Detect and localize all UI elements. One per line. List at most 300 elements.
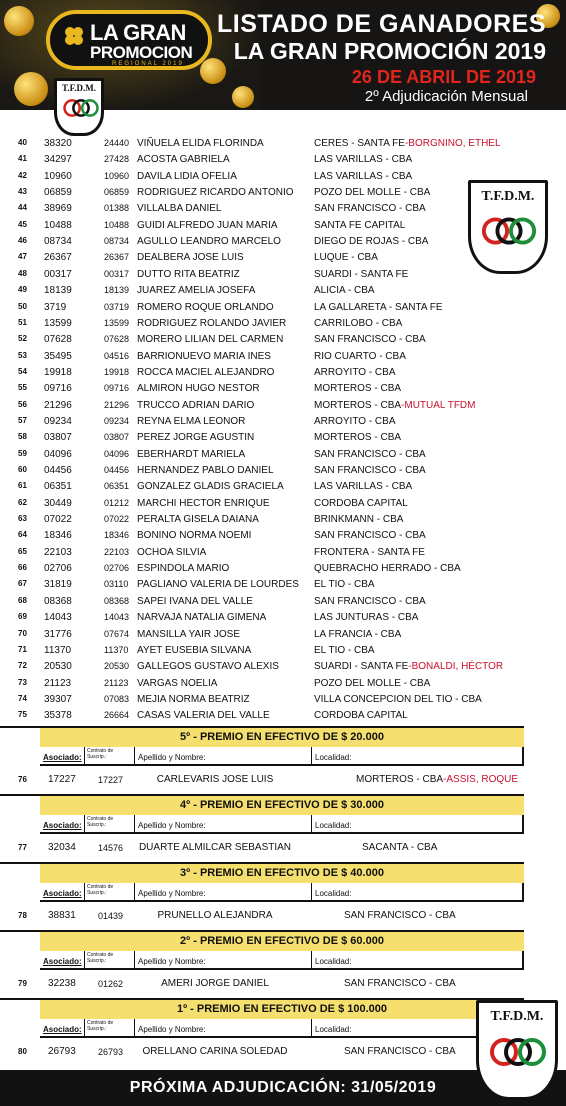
locality-text: SAN FRANCISCO - CBA [314,203,426,215]
winner-row [0,201,566,217]
winner-name: DEALBERA JOSE LUIS [137,252,244,264]
row-number: 76 [18,775,27,784]
row-number: 47 [18,252,27,262]
winner-locality [314,432,401,443]
winner-name: SAPEI IVANA DEL VALLE [137,595,253,607]
locality-text: LAS VARILLAS - CBA [314,170,413,182]
prize-title-bar: 2º - PREMIO EN EFECTIVO DE $ 60.000 [40,932,524,951]
winner-name: AGULLO LEANDRO MARCELO [137,236,281,248]
locality-text: ARROYITO - CBA [314,366,396,378]
asociado-value: 07628 [44,334,72,346]
row-number: 50 [18,301,27,311]
contrato-value: 17227 [98,775,124,785]
row-number: 41 [18,154,27,164]
winner-locality [356,774,518,785]
asociado-value: 04096 [44,448,72,460]
header-locality: Localidad: [315,889,352,898]
coin-icon [232,86,254,108]
asociado-value: 03807 [44,432,72,444]
row-number: 42 [18,170,27,180]
locality-text: SUARDI - SANTA FE [314,661,409,673]
winner-name: PAGLIANO VALERIA DE LOURDES [137,579,299,591]
locality-text: EL TIO - CBA [314,644,375,656]
contrato-value: 04516 [104,350,130,361]
asociado-value: 39307 [44,693,72,705]
asociado-value: 35495 [44,350,72,362]
asociado-value: 06351 [44,481,72,493]
locality-text: POZO DEL MOLLE - CBA [314,677,431,689]
rings-icon [488,1033,548,1071]
winner-locality [314,563,461,574]
winner-row [0,659,566,675]
contrato-value: 04096 [104,448,130,459]
asociado-value: 08368 [44,595,72,607]
asociado-value: 32238 [48,978,76,989]
shield-text: T.F.D.M. [481,189,535,204]
winner-row [0,610,566,626]
prize-title-bar: 4º - PREMIO EN EFECTIVO DE $ 30.000 [40,796,524,815]
winner-name: AMERI JORGE DANIEL [161,978,269,989]
row-number: 43 [18,187,27,197]
la-gran-promocion-logo [46,10,212,70]
winner-name: MARCHI HECTOR ENRIQUE [137,497,270,509]
winner-row [0,349,566,365]
winner-name: DAVILA LIDIA OFELIA [137,170,237,182]
winner-locality [344,978,456,989]
winner-locality [314,383,401,394]
asociado-value: 17227 [48,774,76,785]
contrato-value: 01212 [104,497,130,508]
winner-locality [314,579,375,590]
locality-text: SANTA FE CAPITAL [314,219,406,231]
winner-row [0,136,566,152]
contrato-value: 06859 [104,187,130,198]
header-name: Apellido y Nombre: [138,821,206,830]
winner-name: PEREZ JORGE AGUSTIN [137,432,255,444]
header-asociado: Asociado: [43,889,82,898]
winner-name: VARGAS NOELIA [137,677,218,689]
locality-text: CERES - SANTA FE [314,138,405,149]
locality-text: ALICIA - CBA [314,285,375,297]
locality-text: SAN FRANCISCO - CBA [344,910,456,921]
locality-text: SAN FRANCISCO - CBA [314,530,426,542]
row-number: 74 [18,693,27,703]
row-number: 52 [18,334,27,344]
prize-table-header [40,747,524,766]
asociado-value: 22103 [44,546,72,558]
locality-text: DIEGO DE ROJAS - CBA [314,236,429,248]
row-number: 44 [18,203,27,213]
contrato-value: 01439 [98,911,124,921]
row-number: 51 [18,317,27,327]
winner-row [0,430,566,446]
asociado-value: 21123 [44,677,72,689]
locality-text: MORTEROS - CBA [314,399,402,411]
asociado-value: 02706 [44,563,72,575]
row-number: 59 [18,448,27,458]
locality-text: LAS JUNTURAS - CBA [314,612,419,624]
winner-name: VILLALBA DANIEL [137,203,222,215]
banner-subtitle: 2º Adjudicación Mensual [364,88,528,105]
winner-locality [314,252,378,263]
header-contrato: Contrato de Suscrip.: [87,816,114,828]
winner-locality [314,171,412,182]
winner-locality [314,449,426,460]
contrato-value: 22103 [104,546,130,557]
asociado-value: 07022 [44,514,72,526]
contrato-value: 02706 [104,563,130,574]
winner-locality [362,842,437,853]
locality-text: EL TIO - CBA [314,579,375,591]
contrato-value: 07083 [104,693,130,704]
coin-icon [200,58,226,84]
row-number: 58 [18,432,27,442]
shield-text: T.F.D.M. [490,1009,544,1024]
asociado-value: 32034 [48,842,76,853]
winner-name: JUAREZ AMELIA JOSEFA [137,285,256,297]
winner-locality [314,367,396,378]
asociado-value: 10488 [44,219,72,231]
winner-row [0,283,566,299]
winner-row [0,577,566,593]
row-number: 48 [18,268,27,278]
locality-text: BRINKMANN - CBA [314,514,404,526]
header-asociado: Asociado: [43,957,82,966]
winner-name: ORELLANO CARINA SOLEDAD [142,1046,288,1057]
winner-name: ESPINDOLA MARIO [137,563,230,575]
contrato-value: 01388 [104,203,130,214]
winner-name: RODRIGUEZ ROLANDO JAVIER [137,317,287,329]
winner-locality [314,678,430,689]
header-locality: Localidad: [315,753,352,762]
asociado-value: 20530 [44,661,72,673]
row-number: 46 [18,236,27,246]
banner-title-line1: LISTADO DE GANADORES [217,10,546,38]
row-number: 75 [18,710,27,720]
banner-title-line2: LA GRAN PROMOCIÓN 2019 [233,38,546,64]
header-asociado: Asociado: [43,753,82,762]
winner-locality [314,530,426,541]
column-divider [134,883,135,900]
winner-name: CARLEVARIS JOSE LUIS [156,774,274,785]
row-number: 40 [18,138,27,147]
locality-text: QUEBRACHO HERRADO - CBA [314,563,461,575]
winner-name: GUIDI ALFREDO JUAN MARIA [137,219,278,231]
winner-name: DUARTE ALMILCAR SEBASTIAN [138,842,292,853]
locality-text: RIO CUARTO - CBA [314,350,406,362]
seller-note: -MUTUAL TFDM [401,399,476,411]
header-name: Apellido y Nombre: [138,1025,206,1034]
header-contrato: Contrato de Suscrip.: [87,952,114,964]
winner-locality [314,302,443,313]
asociado-value: 38320 [44,138,72,149]
asociado-value: 3719 [44,301,67,313]
header-name: Apellido y Nombre: [138,753,206,762]
seller-note: -BORGNINO, ETHEL [404,138,501,149]
row-number: 66 [18,563,27,573]
contrato-value: 03110 [104,579,129,590]
asociado-value: 04456 [44,465,72,476]
winner-row [0,300,566,316]
winner-locality [314,400,476,411]
winner-locality [314,514,403,525]
locality-text: CARRILOBO - CBA [314,317,403,329]
contrato-value: 19918 [104,366,130,377]
winner-row [0,169,566,185]
column-divider [134,747,135,764]
contrato-value: 26793 [98,1047,124,1057]
winner-locality [314,416,396,427]
tfdm-shield-icon [476,1000,558,1100]
winner-name: MANSILLA YAIR JOSE [137,628,241,640]
contrato-value: 03719 [104,301,130,312]
winner-locality [314,220,405,231]
row-number: 54 [18,366,27,376]
row-number: 61 [18,481,27,491]
header-contrato: Contrato de Suscrip.: [87,1020,114,1032]
winner-locality [314,596,426,607]
locality-text: CORDOBA CAPITAL [314,710,408,722]
asociado-value: 38969 [44,203,72,215]
winner-locality [314,481,412,492]
winner-locality [314,236,428,247]
winner-name: ROMERO ROQUE ORLANDO [137,301,274,313]
contrato-value: 08734 [104,236,130,247]
locality-text: MORTEROS - CBA [314,432,402,444]
contrato-value: 24440 [104,138,130,148]
contrato-value: 14043 [104,612,130,623]
column-divider [84,747,85,764]
column-divider [134,815,135,832]
winner-row [0,267,566,283]
winner-name: BONINO NORMA NOEMI [137,530,252,542]
winner-row [0,447,566,463]
locality-text: MORTEROS - CBA [314,383,402,395]
row-number: 69 [18,612,27,622]
winner-locality [344,1046,456,1057]
locality-text: SAN FRANCISCO - CBA [314,595,426,607]
prize-title-bar: 3º - PREMIO EN EFECTIVO DE $ 40.000 [40,864,524,883]
contrato-value: 07674 [104,628,130,639]
contrato-value: 14576 [98,843,124,853]
contrato-value: 11370 [104,644,129,655]
row-number: 70 [18,628,27,638]
column-divider [84,883,85,900]
winner-locality [314,187,430,198]
asociado-value: 30449 [44,497,72,509]
winner-name: PERALTA GISELA DAIANA [137,514,259,526]
prize-table-header [40,883,524,902]
asociado-value: 06859 [44,187,72,199]
winner-locality [314,629,401,640]
column-divider [84,1019,85,1036]
contrato-value: 27428 [104,154,130,165]
clover-icon [62,24,86,48]
row-number: 53 [18,350,27,360]
asociado-value: 31776 [44,628,72,640]
contrato-value: 10488 [104,219,130,230]
logo-line2: PROMOCION [90,43,193,62]
winner-row [0,365,566,381]
logo-line3: REGIONAL 2019 [112,61,184,67]
prize-winner-row [0,975,566,993]
winner-locality [314,547,425,558]
winner-locality [314,334,426,345]
asociado-value: 31819 [44,579,72,591]
contrato-value: 26367 [104,252,130,263]
winner-locality [314,318,402,329]
winner-name: GALLEGOS GUSTAVO ALEXIS [137,661,279,673]
prize-table-header [40,951,524,970]
row-number: 62 [18,497,27,507]
winner-name: ALMIRON HUGO NESTOR [137,383,260,395]
winner-row [0,332,566,348]
winner-row [0,627,566,643]
winner-locality [314,612,418,623]
row-number: 64 [18,530,27,540]
asociado-value: 34297 [44,154,72,166]
winner-name: HERNANDEZ PABLO DANIEL [137,465,274,476]
prize-winner-row [0,907,566,925]
winner-name: OCHOA SILVIA [137,546,207,558]
row-number: 78 [18,911,27,920]
prize-title-bar: 5º - PREMIO EN EFECTIVO DE $ 20.000 [40,728,524,747]
winner-row [0,545,566,561]
winner-locality [314,661,503,672]
winner-locality [314,465,426,476]
winner-locality [314,645,375,656]
asociado-value: 26793 [48,1046,76,1057]
logo-line1: LA GRAN [90,20,186,45]
row-number: 65 [18,546,27,556]
row-number: 77 [18,843,27,852]
winner-locality [314,285,375,296]
asociado-value: 26367 [44,252,72,264]
seller-note: -ASSIS, ROQUE [443,774,519,785]
tfdm-shield-icon [54,78,104,136]
contrato-value: 20530 [104,661,130,672]
winner-row [0,676,566,692]
locality-text: CORDOBA CAPITAL [314,497,408,509]
winner-row [0,561,566,577]
shield-text: T.F.D.M. [61,83,96,93]
winner-locality [314,154,412,165]
contrato-value: 04456 [104,465,130,475]
asociado-value: 18346 [44,530,72,542]
header-contrato: Contrato de Suscrip.: [87,748,114,760]
asociado-value: 18139 [44,285,72,297]
row-number: 79 [18,979,27,988]
winner-name: TRUCCO ADRIAN DARIO [137,399,255,411]
winner-row [0,234,566,250]
locality-text: POZO DEL MOLLE - CBA [314,187,431,199]
row-number: 57 [18,415,27,425]
asociado-value: 38831 [48,910,76,921]
winner-name: RODRIGUEZ RICARDO ANTONIO [137,187,294,199]
seller-note: -BONALDI, HÉCTOR [408,661,504,673]
row-number: 72 [18,661,27,671]
locality-text: SAN FRANCISCO - CBA [314,334,426,346]
column-divider [311,747,312,764]
asociado-value: 09716 [44,383,72,395]
winner-row [0,528,566,544]
header-locality: Localidad: [315,821,352,830]
coin-icon [14,72,48,106]
prize-winner-row [0,771,566,789]
row-number: 63 [18,514,27,524]
header-contrato: Contrato de Suscrip.: [87,884,114,896]
winner-row [0,316,566,332]
winner-locality [344,910,456,921]
locality-text: LUQUE - CBA [314,252,378,264]
contrato-value: 10960 [104,170,130,181]
asociado-value: 13599 [44,317,72,329]
locality-text: LA FRANCIA - CBA [314,628,402,640]
asociado-value: 14043 [44,612,72,624]
asociado-value: 21296 [44,399,72,411]
contrato-value: 21296 [104,399,130,410]
locality-text: SAN FRANCISCO - CBA [344,1046,456,1057]
asociado-value: 10960 [44,170,72,182]
winner-row [0,463,566,479]
winner-locality [314,498,408,509]
locality-text: LAS VARILLAS - CBA [314,481,413,493]
contrato-value: 03807 [104,432,130,443]
winner-row [0,594,566,610]
winner-name: ACOSTA GABRIELA [137,154,230,166]
winner-name: MEJIA NORMA BEATRIZ [137,693,250,705]
locality-text: SAN FRANCISCO - CBA [314,465,426,476]
locality-text: MORTEROS - CBA [356,774,444,785]
winner-name: VIÑUELA ELIDA FLORINDA [137,138,264,149]
column-divider [134,951,135,968]
prize-table-header [40,1019,524,1038]
header-locality: Localidad: [315,1025,352,1034]
row-number: 55 [18,383,27,393]
contrato-value: 18346 [104,530,130,541]
contrato-value: 09716 [104,383,130,394]
winner-row [0,381,566,397]
contrato-value: 00317 [104,268,130,279]
locality-text: ARROYITO - CBA [314,415,396,427]
locality-text: FRONTERA - SANTA FE [314,546,425,558]
contrato-value: 21123 [104,677,129,688]
winner-name: MORERO LILIAN DEL CARMEN [137,334,284,346]
winner-row [0,708,566,724]
contrato-value: 18139 [104,285,130,296]
winner-name: BARRIONUEVO MARIA INES [137,350,271,362]
winner-name: GONZALEZ GLADIS GRACIELA [137,481,284,493]
locality-text: LAS VARILLAS - CBA [314,154,413,166]
winner-row [0,250,566,266]
asociado-value: 08734 [44,236,72,248]
asociado-value: 35378 [44,710,72,722]
column-divider [84,951,85,968]
winner-name: DUTTO RITA BEATRIZ [137,268,240,280]
contrato-value: 06351 [104,481,130,492]
header-name: Apellido y Nombre: [138,889,206,898]
header-asociado: Asociado: [43,1025,82,1034]
row-number: 71 [18,644,27,654]
winner-row [0,218,566,234]
winner-locality [314,351,406,362]
header-asociado: Asociado: [43,821,82,830]
winner-row [0,479,566,495]
winner-row [0,643,566,659]
column-divider [311,815,312,832]
prize-title-bar: 1º - PREMIO EN EFECTIVO DE $ 100.000 [40,1000,524,1019]
winner-locality [314,138,501,149]
